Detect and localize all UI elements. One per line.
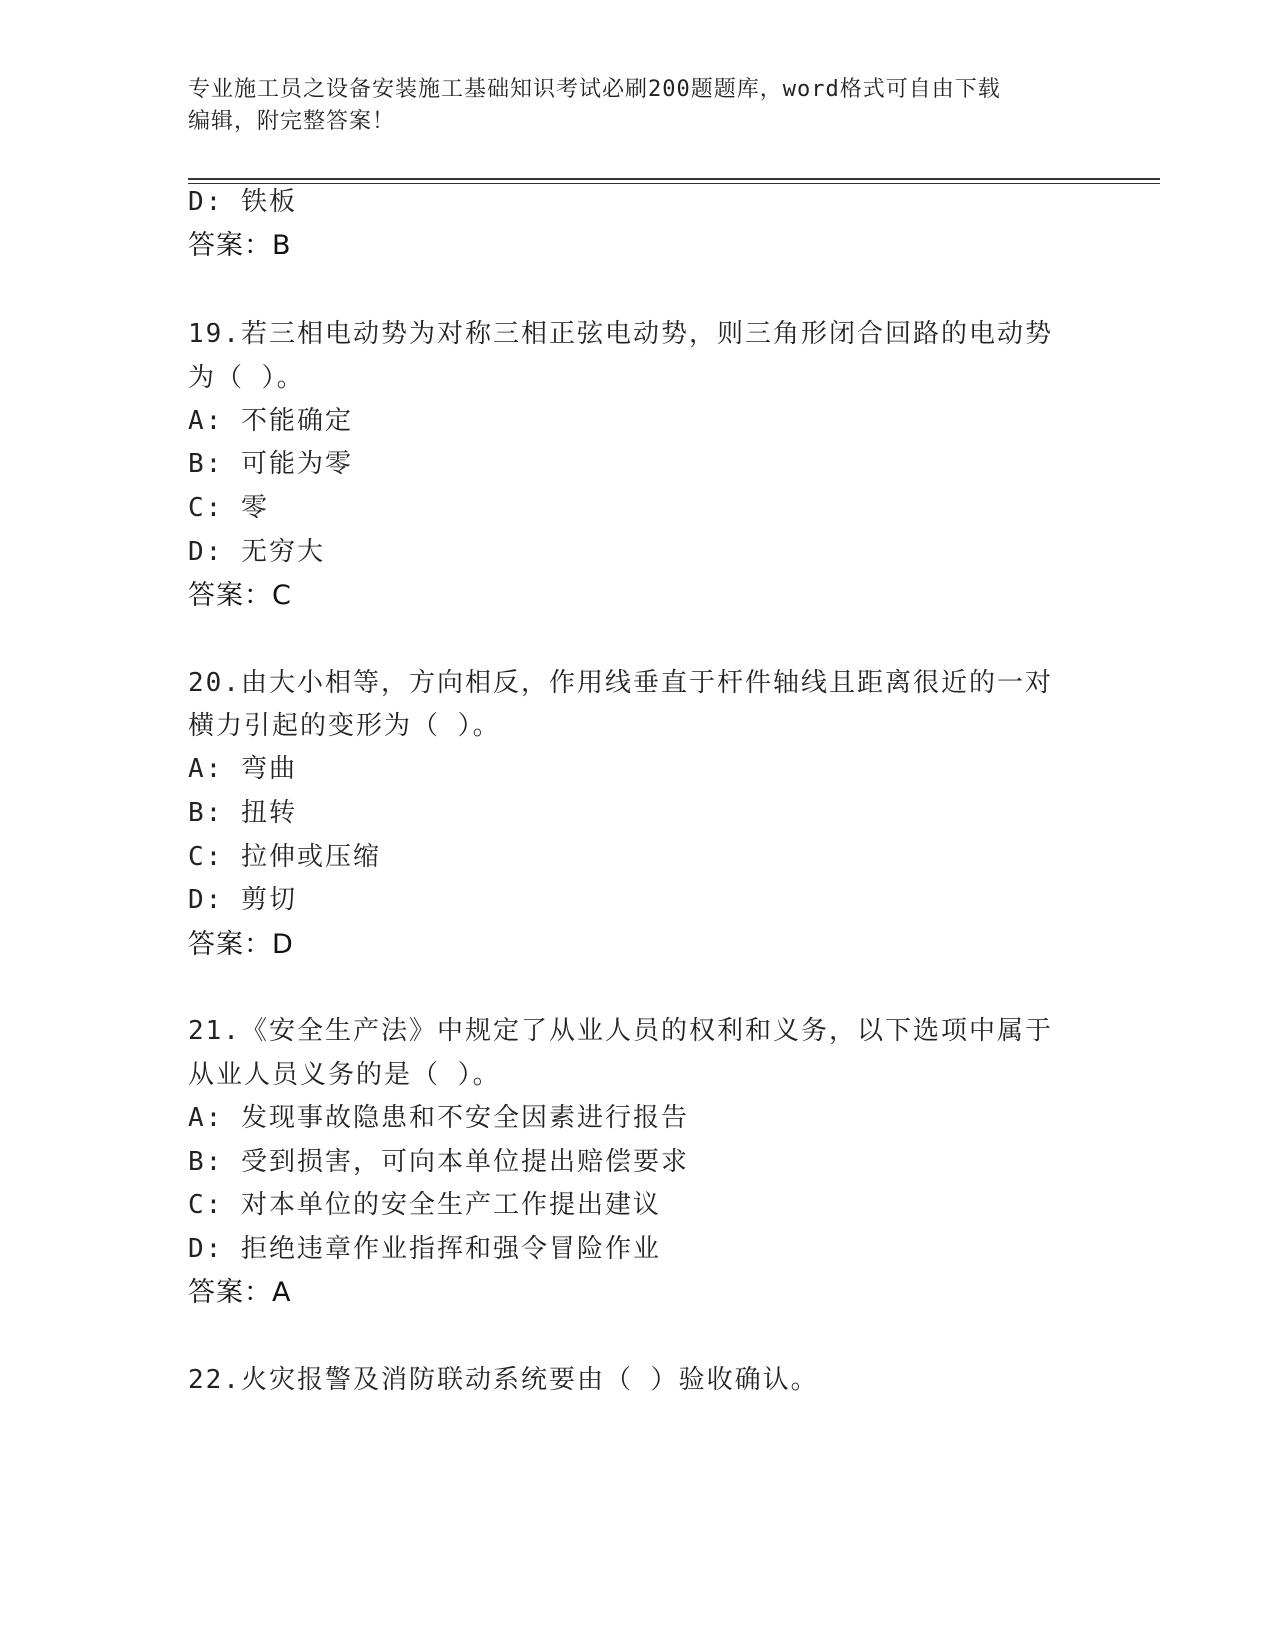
q20-stem-line-2: 横力引起的变形为（ ）。: [188, 711, 501, 741]
q19-option-a: A: 不能确定: [188, 406, 353, 436]
q22-stem-line-1: 22.火灾报警及消防联动系统要由（ ）验收确认。: [188, 1365, 819, 1395]
q19-option-b: B: 可能为零: [188, 449, 353, 479]
q21-option-b: B: 受到损害，可向本单位提出赔偿要求: [188, 1147, 689, 1177]
header-divider-thick: [188, 178, 1160, 180]
prev-option-d: D: 铁板: [188, 187, 297, 217]
header-line-2: 编辑，附完整答案！: [188, 109, 396, 134]
q20-answer: 答案：D: [188, 929, 294, 960]
q19-option-c: C: 零: [188, 493, 269, 523]
q20-option-b: B: 扭转: [188, 798, 297, 828]
q21-option-d: D: 拒绝违章作业指挥和强令冒险作业: [188, 1234, 661, 1264]
q19-stem-line-1: 19.若三相电动势为对称三相正弦电动势，则三角形闭合回路的电动势: [188, 319, 1053, 349]
q21-answer: 答案：A: [188, 1277, 292, 1308]
q19-option-d: D: 无穷大: [188, 537, 325, 567]
q21-option-a: A: 发现事故隐患和不安全因素进行报告: [188, 1103, 689, 1133]
document-header: [188, 74, 1088, 138]
q21-option-c: C: 对本单位的安全生产工作提出建议: [188, 1190, 661, 1220]
q20-stem-line-1: 20.由大小相等，方向相反，作用线垂直于杆件轴线且距离很近的一对: [188, 668, 1053, 698]
q20-option-d: D: 剪切: [188, 885, 297, 915]
q21-stem-line-1: 21.《安全生产法》中规定了从业人员的权利和义务，以下选项中属于: [188, 1016, 1053, 1046]
q20-option-a: A: 弯曲: [188, 754, 297, 784]
header-divider-thin: [188, 183, 1160, 184]
header-line-1: 专业施工员之设备安装施工基础知识考试必刷200题题库，word格式可自由下载: [188, 77, 1001, 102]
q21-stem-line-2: 从业人员义务的是（ ）。: [188, 1060, 501, 1090]
q20-option-c: C: 拉伸或压缩: [188, 842, 381, 872]
prev-answer: 答案：B: [188, 230, 292, 261]
q19-answer: 答案：C: [188, 580, 292, 611]
q19-stem-line-2: 为（ ）。: [188, 363, 305, 393]
